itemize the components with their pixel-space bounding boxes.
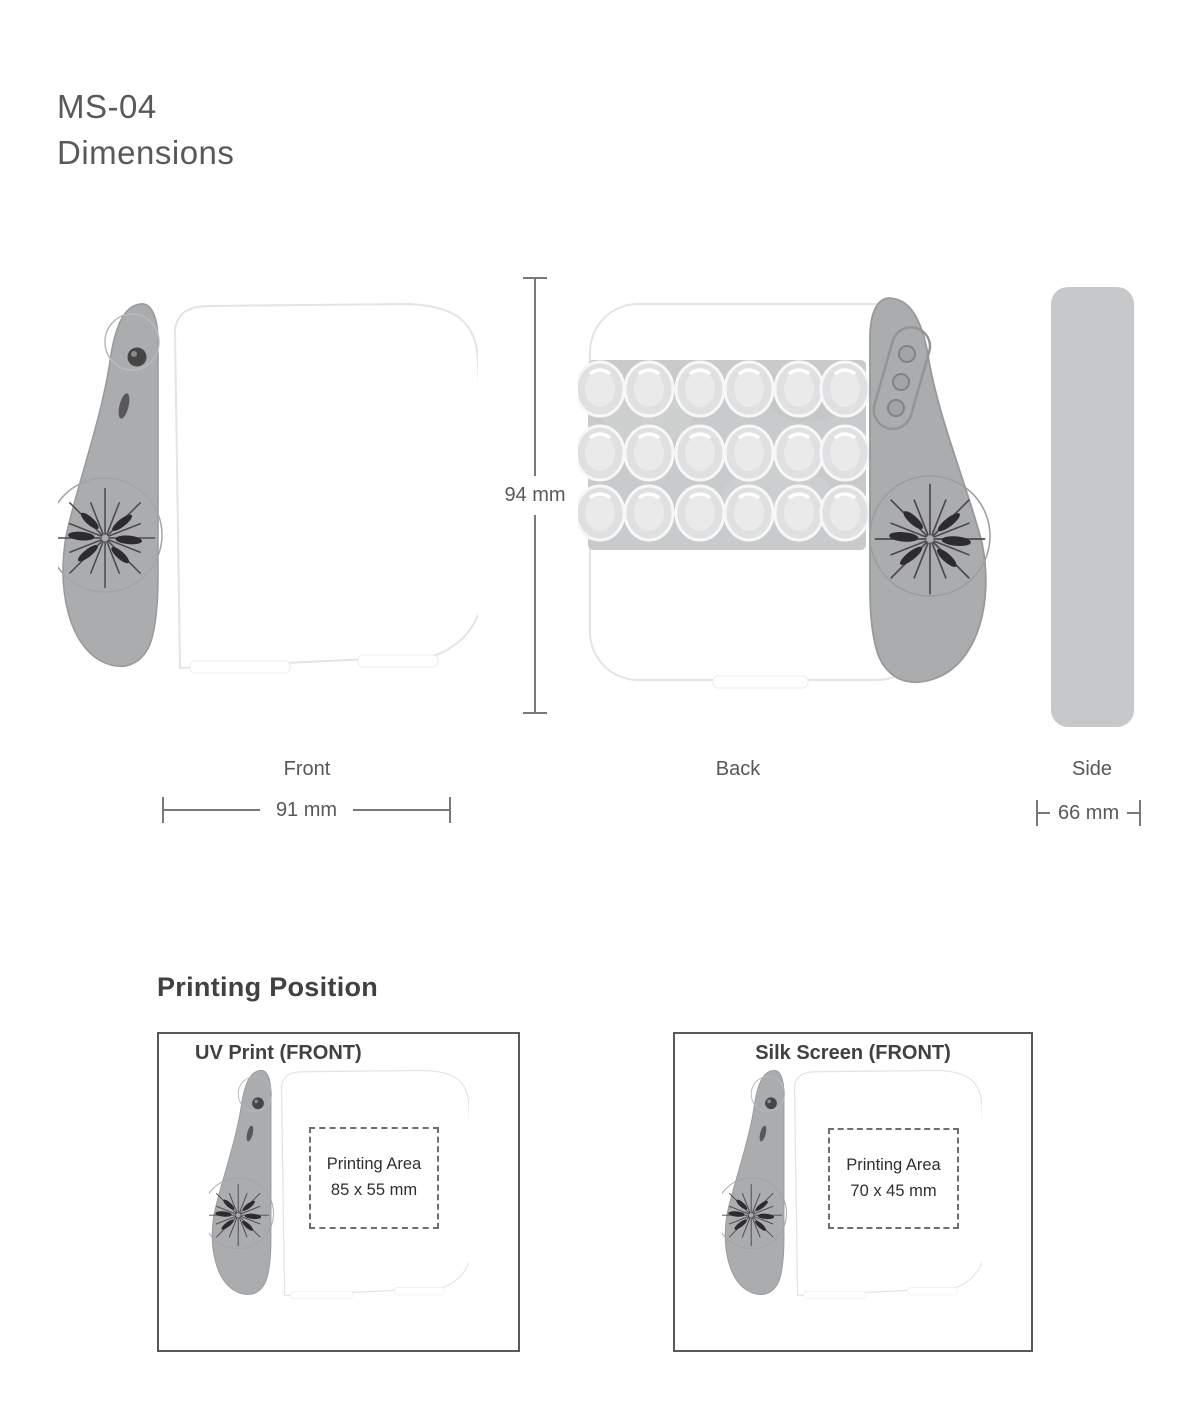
back-view-label: Back xyxy=(715,758,761,780)
dimension-cap-right xyxy=(1139,800,1141,826)
dimension-line-left xyxy=(1038,812,1050,814)
page-subtitle: Dimensions xyxy=(57,134,235,172)
printing-area-box xyxy=(828,1128,959,1229)
printing-area-size: 70 x 45 mm xyxy=(850,1181,937,1200)
device-front-view-icon xyxy=(58,300,478,680)
front-width-dimension xyxy=(162,797,451,823)
front-width-dimension-label: 91 mm xyxy=(275,798,338,821)
printing-position-heading: Printing Position xyxy=(157,972,379,1002)
dimension-line-left xyxy=(164,809,260,811)
printing-area-label: Printing Area xyxy=(846,1155,941,1174)
side-width-dimension-label: 66 mm xyxy=(1058,801,1120,824)
device-back-view-icon xyxy=(578,296,998,696)
front-view-label: Front xyxy=(283,758,331,780)
printing-area-box xyxy=(309,1127,439,1229)
dimension-line-top xyxy=(534,279,536,476)
dimension-cap-bottom xyxy=(523,712,547,714)
printing-area-size: 85 x 55 mm xyxy=(330,1181,418,1199)
dimension-line-right xyxy=(353,809,449,811)
printing-area-label: Printing Area xyxy=(326,1155,422,1174)
dimension-line-bottom xyxy=(534,515,536,712)
device-side-view-icon xyxy=(1051,287,1134,727)
printing-panel-title: UV Print (FRONT) xyxy=(195,1042,362,1064)
height-dimension xyxy=(504,277,566,714)
dimension-line-right xyxy=(1127,812,1139,814)
product-code: MS-04 xyxy=(57,88,157,125)
printing-panel-title: Silk Screen (FRONT) xyxy=(755,1042,951,1064)
side-view-label: Side xyxy=(1071,758,1113,780)
printing-panel-silk-screen xyxy=(673,1032,1033,1352)
side-width-dimension xyxy=(1036,800,1150,826)
printing-panel-uv-print xyxy=(157,1032,520,1352)
height-dimension-label: 94 mm xyxy=(504,484,566,506)
page-title xyxy=(57,84,234,176)
dimension-cap-right xyxy=(449,797,451,823)
